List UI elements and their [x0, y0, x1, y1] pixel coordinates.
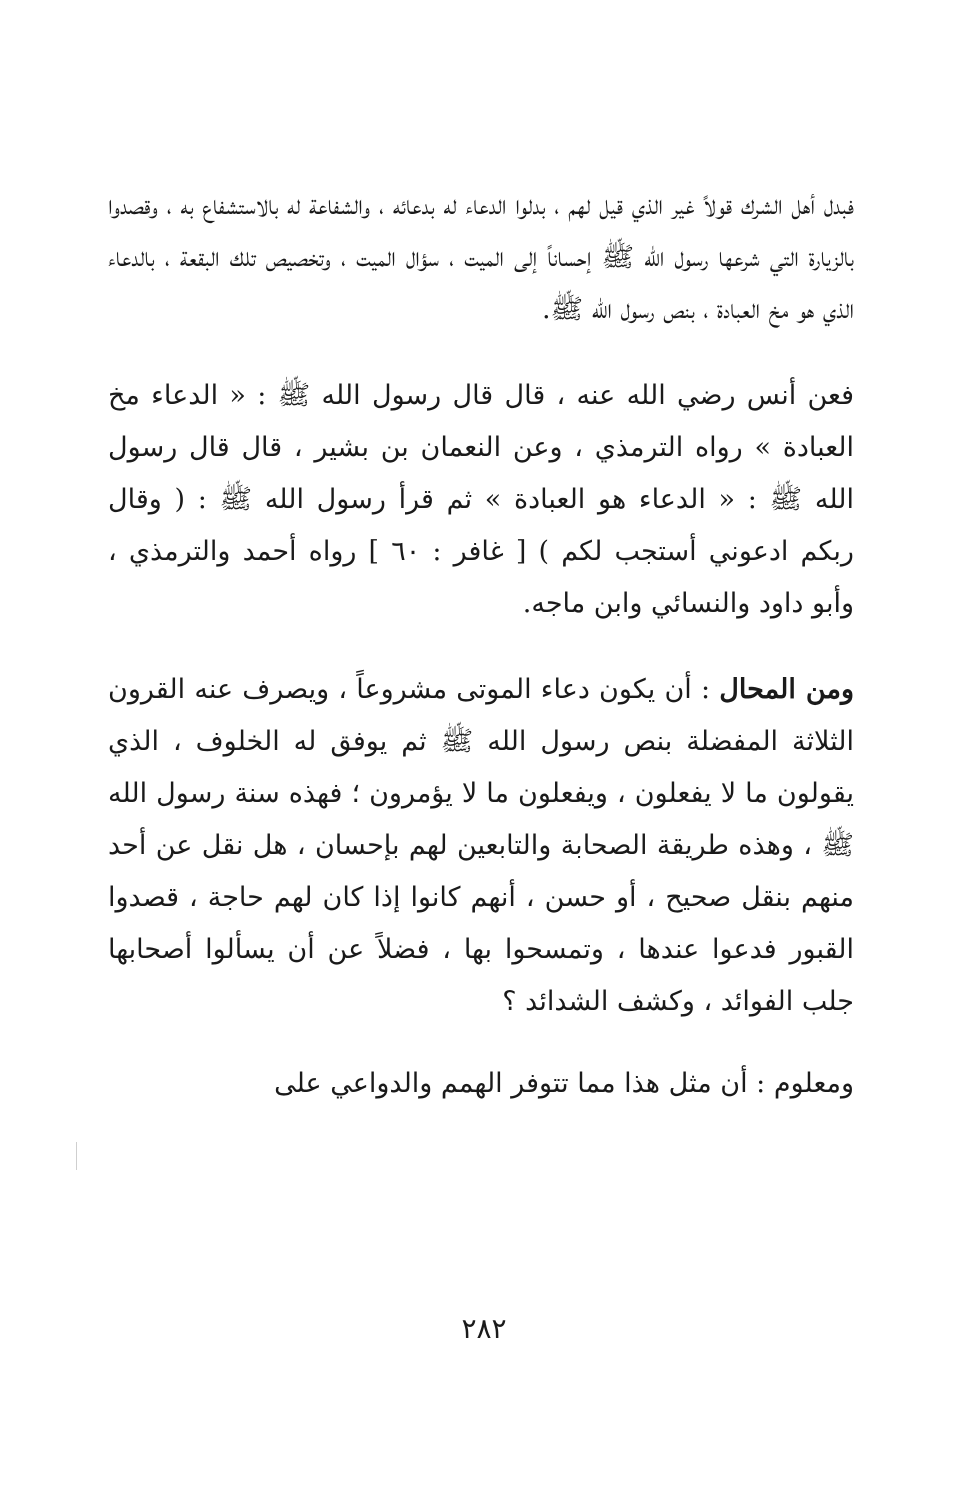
- paragraph-1: فبدل أهل الشرك قولاً غير الذي قيل لهم ، بدلوا الدعاء له بدعائه ، والشفاعة له بالاستشفاع به ، وقصدوا بالزيارة التي شرعها رسول الله ﷺ إحساناً إلى الميت ، سؤال الميت ، وتخصيص تلك البقعة ، بالدعاء الذي هو مخ العبادة ، بنص رسول الله ﷺ.: [108, 190, 854, 325]
- paragraph-4: ومعلوم : أن مثل هذا مما تتوفر الهمم والدواعي على: [274, 1068, 854, 1099]
- page-body: [108, 180, 854, 1110]
- paragraph-3-lead: ومن المحال: [719, 674, 854, 705]
- paragraph-3-text: : أن يكون دعاء الموتى مشروعاً ، ويصرف عنه القرون الثلاثة المفضلة بنص رسول الله ﷺ ثم يوفق له الخلوف ، الذي يقولون ما لا يفعلون ، ويفعلون ما لا يؤمرون ؛ فهذه سنة رسول الله ﷺ ، وهذه طريقة الصحابة والتابعين لهم بإحسان ، هل نقل عن أحد منهم بنقل صحيح ، أو حسن ، أنهم كانوا إذا كان لهم حاجة ، قصدوا القبور فدعوا عندها ، وتمسحوا بها ، فضلاً عن أن يسألوا أصحابها جلب الفوائد ، وكشف الشدائد ؟: [108, 674, 854, 1017]
- paragraph-2: فعن أنس رضي الله عنه ، قال قال رسول الله ﷺ : « الدعاء مخ العبادة » رواه الترمذي ، وعن النعمان بن بشير ، قال قال رسول الله ﷺ : « الدعاء هو العبادة » ثم قرأ رسول الله ﷺ : ( وقال ربكم ادعوني أستجب لكم ) [ غافر : ٦٠ ] رواه أحمد والترمذي ، وأبو داود والنسائي وابن ماجه.: [108, 380, 854, 619]
- paragraph-3: [108, 664, 854, 1028]
- page-number: ٢٨٢: [461, 1312, 507, 1345]
- margin-mark: [76, 1142, 77, 1170]
